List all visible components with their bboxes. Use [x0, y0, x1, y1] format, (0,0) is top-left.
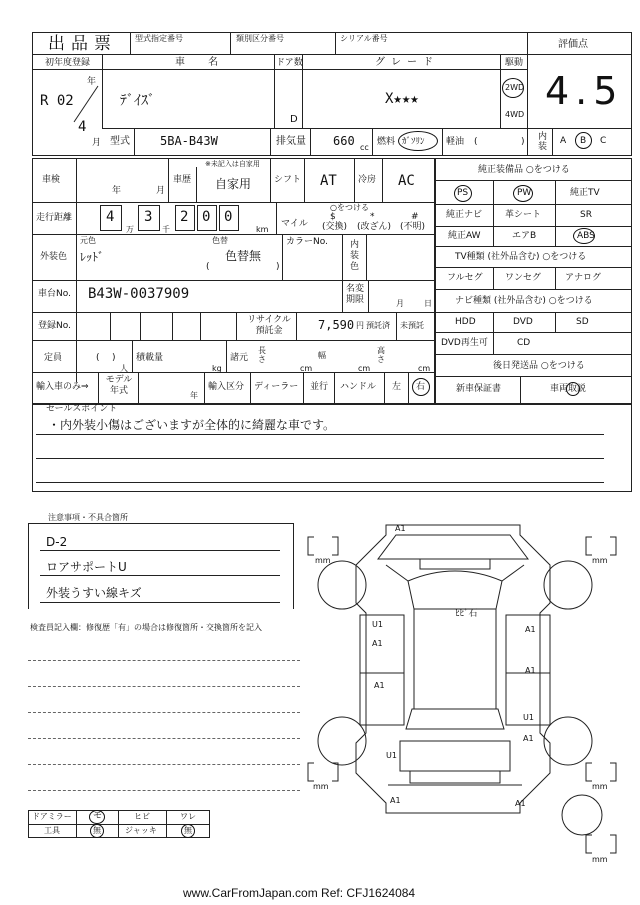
divider — [32, 340, 435, 341]
car-name-label: 車 名 — [175, 57, 229, 68]
mile-label: マイル — [281, 219, 308, 229]
eq-navi: 純正ナビ — [446, 210, 483, 220]
divider — [372, 128, 373, 156]
interior-grade-c: C — [600, 136, 607, 146]
divider — [32, 372, 435, 373]
mm-label: mm — [592, 855, 608, 864]
mileage-digit-3: 2 — [180, 209, 189, 225]
cm-unit: cm — [358, 364, 371, 373]
divider — [250, 372, 251, 404]
load-label: 積載量 — [136, 353, 164, 363]
break-label: ワレ — [180, 812, 196, 821]
divider — [310, 128, 311, 156]
mm-label: mm — [592, 782, 608, 791]
divider — [435, 332, 632, 333]
divider — [36, 482, 604, 483]
title-period-label: 名変期限 — [346, 284, 365, 305]
divider — [442, 128, 443, 156]
month-unit: 月 — [92, 138, 102, 148]
sales-text: ・内外装小傷はございますが全体的に綺麗な車です。 — [48, 418, 336, 432]
model-value: 5BA-B43W — [160, 134, 218, 148]
dealer-label: ディーラー — [254, 382, 299, 392]
slash-line — [72, 84, 100, 124]
divider — [166, 810, 167, 838]
exchange-note: (交換) — [322, 222, 348, 232]
paren-open: ( — [474, 137, 478, 147]
divider — [408, 372, 409, 404]
history-label: 車歴 — [173, 175, 192, 185]
interior-grade-a: A — [560, 136, 567, 146]
cd: CD — [517, 338, 531, 348]
divider — [335, 32, 336, 54]
later-title: 後日発送品 ○をつける — [493, 361, 585, 371]
tampered-note: (改ざん) — [357, 222, 392, 232]
divider — [40, 550, 280, 551]
divider — [200, 312, 201, 340]
color-label: 外装色 — [40, 252, 68, 262]
divider — [282, 234, 283, 280]
car-name-value: ﾃﾞｲｽﾞ — [120, 93, 155, 109]
divider — [132, 340, 133, 372]
divider — [368, 280, 369, 312]
divider — [435, 180, 632, 181]
divider — [32, 234, 435, 235]
tsukeru-note: ○をつける — [330, 203, 369, 212]
divider — [274, 54, 275, 128]
divider — [435, 226, 632, 227]
mileage-label: 走行距離 — [36, 213, 73, 223]
paren-close: ) — [112, 353, 116, 363]
divider — [28, 712, 300, 713]
mm-label: mm — [315, 556, 331, 565]
divider — [493, 180, 494, 246]
divider — [304, 158, 305, 202]
first-reg-label: 初年度登録 — [45, 58, 91, 68]
recycle-deposited: 預託済 — [366, 321, 390, 330]
divider — [555, 180, 556, 246]
paren-close: ) — [521, 137, 525, 147]
mark-u1: U1 — [372, 620, 383, 629]
displacement-unit: cc — [360, 143, 369, 152]
month-unit: 月 — [396, 299, 404, 308]
divider — [384, 372, 385, 404]
eq-ps: PS — [457, 188, 469, 198]
divider — [32, 54, 527, 55]
circle-mark — [573, 228, 595, 244]
mm-label: mm — [592, 556, 608, 565]
eq-tv: 純正TV — [570, 188, 600, 198]
divider — [500, 54, 501, 128]
mark-a1: A1 — [523, 734, 534, 743]
ac-value: AC — [398, 173, 415, 189]
dvd-play: DVD再生可 — [441, 338, 488, 348]
displacement-label: 排気量 — [276, 136, 306, 147]
divider — [196, 167, 197, 202]
divider — [435, 246, 632, 247]
divider — [303, 372, 304, 404]
chassis-value: B43W-0037909 — [88, 286, 190, 302]
orig-color-label: 元色 — [80, 236, 96, 245]
divider — [555, 312, 556, 332]
type-approval-label: 型式指定番号 — [135, 34, 183, 43]
circle-mark — [502, 78, 524, 98]
interior-color-label: 内装色 — [350, 240, 360, 272]
divider — [302, 54, 303, 128]
divider — [102, 69, 527, 70]
circle-mark — [89, 810, 105, 824]
inspector-label: 検査員記入欄：修復歴「有」の場合は修復箇所・交換箇所を記入 — [30, 623, 262, 632]
later-manual: 車両取説 — [550, 384, 587, 394]
divider — [382, 158, 383, 202]
divider — [296, 312, 297, 340]
divider — [32, 69, 102, 70]
navi-hdd: HDD — [455, 317, 476, 327]
divider — [134, 128, 135, 156]
serial-label: シリアル番号 — [340, 34, 388, 43]
rating-value: 4.5 — [545, 69, 624, 113]
mileage-digit-5: 0 — [224, 209, 233, 225]
divider — [76, 810, 77, 838]
later-warranty: 新車保証書 — [456, 384, 502, 394]
divider — [36, 458, 604, 459]
divider — [230, 32, 231, 54]
tv-analog: アナログ — [565, 273, 602, 283]
doors-value: D — [290, 114, 298, 125]
dims-label: 諸元 — [230, 353, 249, 363]
divider — [236, 312, 237, 340]
mark-chip: ﾋﾋﾞ石 — [455, 609, 478, 619]
eq-pw: PW — [517, 188, 532, 198]
parallel-label: 並行 — [310, 382, 329, 392]
circle-mark — [513, 185, 533, 202]
recycle-not: 未預託 — [400, 321, 424, 330]
divider — [520, 376, 521, 404]
model-year-label: モデル年式 — [105, 375, 133, 396]
divider — [32, 280, 435, 281]
divider — [435, 204, 632, 205]
divider — [354, 158, 355, 202]
tv-title: TV種類 (社外品含む) ○をつける — [455, 252, 587, 262]
footer-watermark: www.CarFromJapan.com Ref: CFJ1624084 — [183, 886, 416, 900]
eq-leather: 革シート — [505, 210, 542, 220]
handle-label: ハンドル — [340, 382, 377, 392]
divider — [366, 234, 367, 280]
divider — [130, 32, 131, 54]
height-label: 高さ — [377, 346, 385, 364]
paren-open: ( — [206, 262, 210, 272]
mm-label: mm — [313, 782, 329, 791]
divider — [28, 660, 300, 661]
navi-dvd: DVD — [513, 317, 533, 327]
divider — [32, 312, 435, 313]
reg-no-label: 登録No. — [38, 321, 71, 331]
note-1: D-2 — [46, 535, 68, 549]
mark-u1: U1 — [523, 713, 534, 722]
recycle-value: 7,590 — [318, 318, 355, 332]
circle-mark — [454, 185, 472, 202]
mark-a1: A1 — [515, 799, 526, 808]
import-type-label: 輸入区分 — [208, 382, 245, 392]
note-3: 外装うすい線キズ — [46, 586, 142, 600]
divider — [435, 376, 632, 377]
mark-a1: A1 — [390, 796, 401, 805]
divider — [527, 128, 632, 129]
cm-unit: cm — [418, 364, 431, 373]
interior-label: 内装 — [538, 132, 548, 152]
drive-label: 駆動 — [505, 58, 524, 68]
year-unit: 年 — [87, 77, 97, 87]
recycle-unit: 円 — [356, 321, 364, 330]
grade-label: グレード — [375, 57, 439, 68]
circle-mark — [90, 824, 104, 838]
divider — [172, 312, 173, 340]
unknown-note: (不明) — [400, 222, 426, 232]
mark-a1: A1 — [525, 666, 536, 675]
history-value: 自家用 — [215, 177, 252, 191]
month-unit: 月 — [156, 186, 166, 196]
hash-mark: # — [411, 212, 419, 222]
divider — [226, 340, 227, 372]
interior-grade-b: B — [580, 136, 587, 146]
jack-label: ジャッキ — [125, 826, 157, 835]
divider — [396, 312, 397, 340]
capacity-unit: 人 — [120, 364, 128, 373]
divider — [28, 790, 300, 791]
divider — [76, 158, 77, 382]
mileage-digit-2: 3 — [144, 209, 153, 225]
inspection-label: 車検 — [42, 175, 61, 185]
man-unit: 万 — [126, 225, 134, 234]
drive-2wd: 2WD — [505, 83, 525, 92]
divider — [102, 54, 103, 128]
star-mark: * — [370, 212, 375, 222]
history-note: ※未記入は自家用 — [205, 160, 260, 168]
first-reg-month: 4 — [78, 119, 87, 135]
divider — [527, 54, 632, 55]
orig-color-value: ﾚｯﾄﾞ — [80, 250, 105, 264]
divider — [138, 372, 139, 404]
grade-value: X★★★ — [385, 91, 419, 107]
note-2: ロアサポートU — [46, 560, 127, 574]
divider — [102, 128, 527, 129]
circle-mark — [566, 382, 580, 396]
mirror-value: モ — [93, 811, 103, 821]
divider — [435, 289, 632, 290]
divider — [270, 128, 271, 156]
divider — [28, 738, 300, 739]
circle-mark — [181, 824, 195, 838]
repaint-label: 色替 — [212, 236, 228, 245]
divider — [40, 575, 280, 576]
capacity-label: 定員 — [44, 353, 63, 363]
mark-a1: A1 — [372, 639, 383, 648]
divider — [40, 602, 280, 603]
ac-label: 冷房 — [358, 175, 377, 185]
divider — [342, 234, 343, 280]
repaint-value: 色替無 — [225, 249, 262, 263]
divider — [342, 280, 343, 312]
navi-sd: SD — [576, 317, 589, 327]
divider — [435, 267, 632, 268]
left-label: 左 — [392, 382, 402, 392]
crack-label: ヒビ — [134, 812, 150, 821]
mark-a1: A1 — [525, 625, 536, 634]
divider — [493, 267, 494, 289]
mark-u1: U1 — [386, 751, 397, 760]
divider — [334, 372, 335, 404]
divider — [527, 32, 528, 156]
length-label: 長さ — [258, 346, 266, 364]
fuel-value: ｶﾞｿﾘﾝ — [402, 137, 425, 147]
chassis-label: 車台No. — [38, 289, 71, 299]
divider — [435, 312, 632, 313]
navi-title: ナビ種類 (社外品含む) ○をつける — [455, 296, 593, 306]
divider — [110, 312, 111, 340]
divider — [270, 158, 271, 202]
mirror-label: ドアミラー — [32, 812, 72, 821]
shift-value: AT — [320, 173, 337, 189]
width-label: 幅 — [318, 351, 326, 360]
tv-full: フルセグ — [447, 273, 483, 283]
first-reg-era: R 02 — [40, 93, 74, 109]
divider — [276, 202, 277, 234]
shift-label: シフト — [274, 175, 302, 185]
sales-label: セールスポイント — [46, 404, 118, 414]
fuel-label: 燃料 — [377, 137, 396, 147]
tools-label: 工具 — [44, 826, 60, 835]
tv-one: ワンセグ — [505, 273, 542, 283]
divider — [168, 158, 169, 202]
divider — [435, 354, 632, 355]
divider — [552, 128, 553, 156]
divider — [28, 686, 300, 687]
cm-unit: cm — [300, 364, 313, 373]
model-label: 型式 — [110, 136, 130, 147]
car-diagram — [300, 515, 640, 870]
km-unit: km — [256, 225, 269, 234]
year-unit: 年 — [190, 391, 198, 400]
paren-close: ) — [276, 262, 280, 272]
details-frame — [32, 158, 435, 404]
divider — [28, 764, 300, 765]
circle-mark — [575, 132, 592, 149]
mark-a1-front: A1 — [395, 524, 406, 533]
form-title: 出品票 — [48, 34, 117, 54]
diesel-label: 軽油 — [446, 137, 465, 147]
paren-open: ( — [96, 353, 100, 363]
notes-label: 注意事項・不具合箇所 — [48, 513, 128, 522]
drive-4wd: 4WD — [505, 110, 525, 119]
tools-value: 無 — [93, 826, 101, 835]
circle-mark — [412, 378, 430, 396]
day-unit: 日 — [424, 299, 432, 308]
equipment-title: 純正装備品 ○をつける — [478, 165, 570, 175]
eq-airbag: エアB — [512, 231, 537, 241]
eq-sr: SR — [580, 210, 592, 220]
jack-value: 無 — [184, 826, 192, 835]
divider — [493, 312, 494, 354]
year-unit: 年 — [112, 186, 122, 196]
mileage-digit-1: 4 — [106, 209, 115, 225]
divider — [36, 434, 604, 435]
divider — [118, 810, 119, 838]
doors-label: ドア数 — [276, 58, 303, 68]
divider — [98, 372, 99, 404]
rating-label: 評価点 — [558, 39, 588, 50]
displacement-value: 660 — [333, 134, 355, 148]
circle-mark — [398, 131, 438, 151]
color-no-label: カラーNo. — [286, 237, 328, 247]
category-label: 類別区分番号 — [236, 34, 284, 43]
dollar-mark: $ — [330, 212, 336, 222]
right-label: 右 — [416, 382, 426, 392]
eq-aw: 純正AW — [448, 231, 481, 241]
mileage-digit-4: 0 — [202, 209, 211, 225]
eq-abs: ABS — [577, 231, 595, 241]
divider — [32, 202, 435, 203]
divider — [140, 312, 141, 340]
recycle-label: リサイクル預託金 — [247, 315, 291, 336]
divider — [555, 267, 556, 289]
divider — [204, 372, 205, 404]
kg-unit: kg — [212, 364, 222, 373]
mark-a1: A1 — [374, 681, 385, 690]
import-label: 輸入車のみ⇒ — [36, 382, 89, 392]
sen-unit: 千 — [162, 225, 170, 234]
